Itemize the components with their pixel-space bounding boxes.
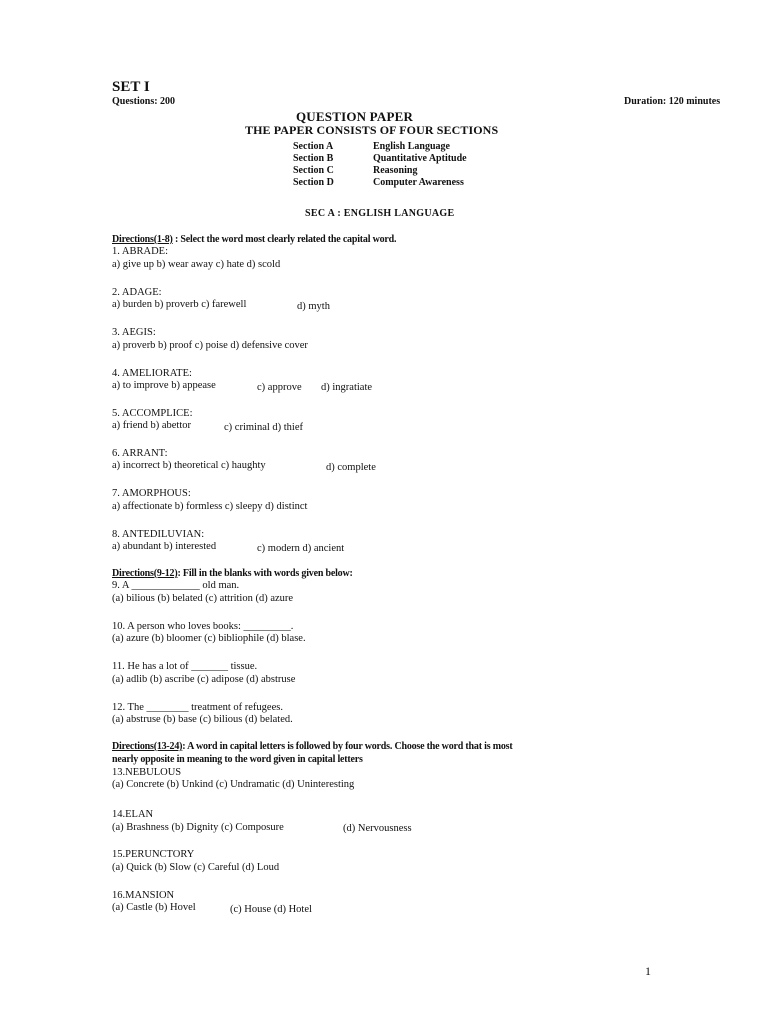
question-options: (a) abstruse (b) base (c) bilious (d) belated. (112, 714, 293, 725)
question-options: (d) Nervousness (343, 823, 412, 834)
set-label: SET I (112, 79, 150, 95)
question-options: (a) azure (b) bloomer (c) bibliophile (d) blase. (112, 633, 306, 644)
question-options: (a) bilious (b) belated (c) attrition (d) azure (112, 593, 294, 604)
question-options: d) ingratiate (321, 382, 373, 393)
section-code: Section B (293, 153, 334, 164)
question-options: a) incorrect b) theoretical c) haughty (112, 460, 266, 471)
directions-text: : A word in capital letters is followed by four words. Choose the word that is most (182, 741, 513, 752)
section-name: English Language (373, 141, 450, 152)
question-title: 14.ELAN (112, 809, 154, 820)
questions-count: Questions: 200 (112, 96, 176, 107)
question-title: 13.NEBULOUS (112, 767, 182, 778)
question-options: a) burden b) proverb c) farewell (112, 299, 247, 310)
section-heading: SEC A : ENGLISH LANGUAGE (305, 208, 455, 219)
question-title: 12. The ________ treatment of refugees. (112, 702, 283, 713)
question-title: 1. ABRADE: (112, 246, 169, 257)
question-options: d) myth (297, 301, 330, 312)
duration: Duration: 120 minutes (624, 96, 721, 107)
directions-label: Directions(13-24) (112, 741, 183, 752)
section-name: Computer Awareness (373, 177, 464, 188)
question-options: (a) Quick (b) Slow (c) Careful (d) Loud (112, 862, 280, 873)
question-title: 11. He has a lot of _______ tissue. (112, 661, 258, 672)
question-options: (c) House (d) Hotel (230, 904, 312, 915)
paper-subtitle: THE PAPER CONSISTS OF FOUR SECTIONS (245, 123, 499, 137)
question-options: (a) Castle (b) Hovel (112, 902, 196, 913)
question-title: 8. ANTEDILUVIAN: (112, 529, 205, 540)
question-options: a) affectionate b) formless c) sleepy d) distinct (112, 501, 308, 512)
question-options: (a) adlib (b) ascribe (c) adipose (d) abstruse (112, 674, 296, 685)
directions-label: Directions(1-8) (112, 234, 173, 245)
question-options: (a) Concrete (b) Unkind (c) Undramatic (d) Uninteresting (112, 779, 355, 790)
page-number: 1 (645, 964, 651, 978)
section-code: Section D (293, 177, 334, 188)
directions-9-12 (112, 568, 353, 579)
directions-text: : Fill in the blanks with words given below: (177, 568, 353, 579)
section-name: Quantitative Aptitude (373, 153, 467, 164)
question-title: 7. AMORPHOUS: (112, 488, 191, 499)
question-title: 15.PERUNCTORY (112, 849, 195, 860)
question-title: 10. A person who loves books: _________. (112, 621, 294, 632)
question-title: 6. ARRANT: (112, 448, 168, 459)
question-options: c) modern d) ancient (257, 543, 345, 554)
question-title: 2. ADAGE: (112, 287, 162, 298)
question-options: a) friend b) abettor (112, 420, 192, 431)
section-code: Section A (293, 141, 334, 152)
question-options: c) approve (257, 382, 302, 393)
question-options: a) give up b) wear away c) hate d) scold (112, 259, 281, 270)
question-title: 16.MANSION (112, 890, 175, 901)
question-options: (a) Brashness (b) Dignity (c) Composure (112, 822, 284, 833)
question-options: a) to improve b) appease (112, 380, 216, 391)
paper-title: QUESTION PAPER (296, 109, 414, 124)
question-title: 4. AMELIORATE: (112, 368, 192, 379)
directions-label: Directions(9-12) (112, 568, 178, 579)
directions-1-8 (112, 234, 396, 245)
question-title: 3. AEGIS: (112, 327, 156, 338)
section-name: Reasoning (373, 165, 418, 176)
question-options: c) criminal d) thief (224, 422, 304, 433)
question-options: d) complete (326, 462, 376, 473)
question-options: a) proverb b) proof c) poise d) defensive cover (112, 340, 308, 351)
question-title: 5. ACCOMPLICE: (112, 408, 193, 419)
question-options: a) abundant b) interested (112, 541, 217, 552)
directions-text-line2: nearly opposite in meaning to the word given in capital letters (112, 754, 363, 765)
section-code: Section C (293, 165, 334, 176)
directions-13-24 (112, 741, 512, 752)
question-title: 9. A _____________ old man. (112, 580, 240, 591)
directions-text: : Select the word most clearly related the capital word. (172, 234, 397, 245)
